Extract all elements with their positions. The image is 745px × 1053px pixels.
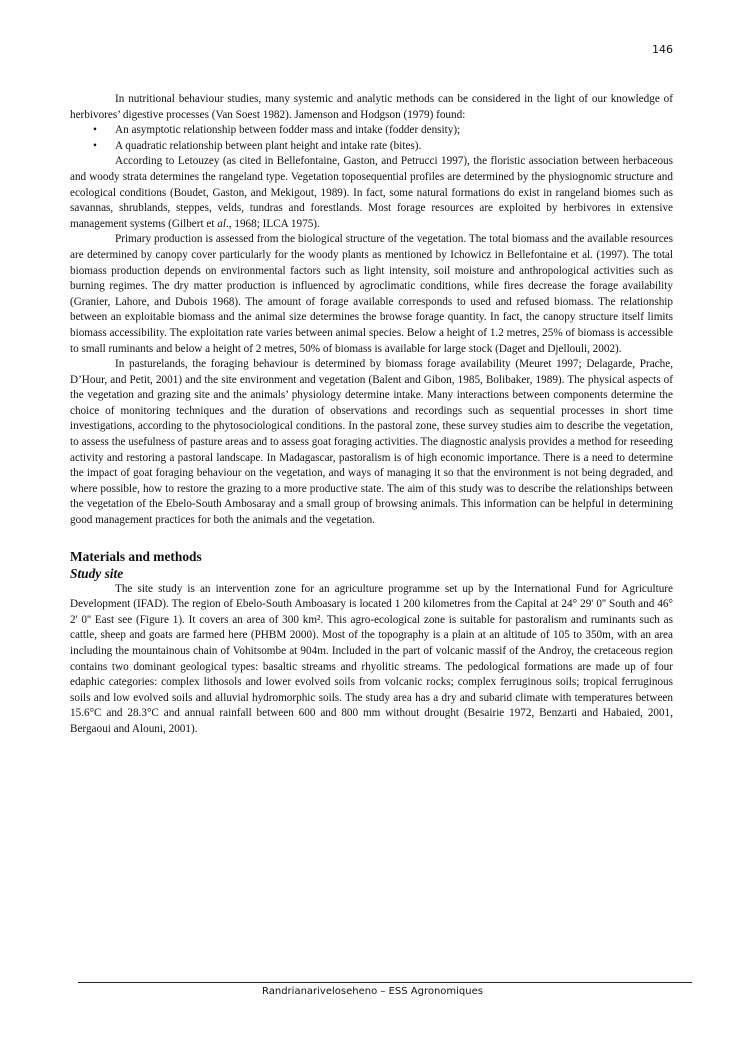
page-body: [70, 92, 673, 738]
page-number: 146: [652, 43, 673, 56]
list-item: [93, 123, 673, 139]
list-item-text: An asymptotic relationship between fodder mass and intake (fodder density);: [115, 124, 461, 137]
intro-paragraph-1: In nutritional behaviour studies, many systemic and analytic methods can be considered in the light of our knowledge of herbivores’ digestive processes (Van Soest 1982). Jamenson and Hodgson (1979) found:: [70, 93, 673, 121]
intro-paragraph-4: In pasturelands, the foraging behaviour is determined by biomass forage availability (Meuret 1997; Delagarde, Prache, D’Hour, and Petit, 2001) and the site environment and vegetation (Balent and Gibon, 1985, Bolibaker, 1989). The physical aspects of the vegetation and grazing site and the animals’ physiology determine intake. Many interactions between components determine the choice of monitoring techniques and the duration of observations and recordings such as sequential processes in short time investigations, according to the phytosociological conditions. In the pastoral zone, these survey studies aim to describe the vegetation, to assess the usefulness of pasture areas and to assess goat foraging activities. The diagnostic analysis provides a method for reseeding activity and restoring a pastoral landscape. In Madagascar, pastoralism is of high economic importance. There is a need to determine the impact of goat foraging behaviour on the vegetation, and ways of managing it so that the environment is not being degraded, and where possible, how to restore the grazing to a more productive state. The aim of this study was to describe the relationships between the vegetation of the Ebelo-South Ambosaray and a small group of browsing animals. This information can be helpful in determining good management practices for both the animals and the vegetation.: [70, 358, 673, 527]
footer-text: Randrianariveloseheno – ESS Agronomiques: [262, 986, 483, 997]
list-item-text: A quadratic relationship between plant height and intake rate (bites).: [115, 139, 422, 152]
section-heading: Materials and methods: [70, 548, 202, 564]
intro-paragraph-2: [70, 154, 673, 232]
text-run: According to Letouzey (as cited in Bellefontaine, Gaston, and Petrucci 1997), the floristic association between herbaceous and woody strata determines the rangeland type. Vegetation toposequential profiles are determined by the physiognomic structure and ecological conditions (Boudet, Gaston, and Mekigout, 1989). In fact, some natural formations do exist in rangeland biomes such as savannas, shrublands, steppes, velds, tundras and forestlands. Most forage resources are exploited by herbivores in extensive management systems (Gilbert et: [70, 155, 673, 230]
intro-paragraph-3: Primary production is assessed from the biological structure of the vegetation. The total biomass and the available resources are determined by canopy cover particularly for the woody plants as mentioned by Ichowicz in Bellefontaine et al. (1997). The total biomass production depends on environmental factors such as light intensity, soil moisture and anthropological activities such as burning regimes. The dry matter production is influenced by agroclimatic conditions, while fires decrease the forage availability (Granier, Lahore, and Dubois 1968). The amount of forage available corresponds to used and refused biomass. The relationship between an exploitable biomass and the animal size determines the browse forage quantity. In fact, the canopy structure itself limits biomass accessibility. The exploitation rate varies between animal species. Below a height of 1.2 metres, 25% of biomass is accessible to small ruminants and below a height of 2 metres, 50% of biomass is available for large stock (Daget and Djellouli, 2002).: [70, 233, 673, 355]
bullet-icon: •: [93, 124, 97, 137]
list-item: [93, 139, 673, 155]
study-site-paragraph: The site study is an intervention zone for an agriculture programme set up by the International Fund for Agriculture Development (IFAD). The region of Ebelo-South Amboasary is located 1 200 kilometres from the Capital at 24° 29' 0'' South and 46° 2' 0'' East see (Figure 1). It covers an area of 300 km². This agro-ecological zone is suitable for pastoralism and ruminants such as cattle, sheep and goats are farmed here (PHBM 2000). Most of the topography is a plain at an altitude of 105 to 350m, with an area including the mountainous chain of Vohitsombe at 904m. Included in the part of volcanic massif of the Androy, the cretaceous region contains two dominant geological types: basaltic streams and rhyolitic streams. The pedological formations are made up of four edaphic categories: complex lithosols and lower evolved soils from volcanic rocks; complex ferruginous soils; tropical ferruginous soils and low evolved soils and alluvial hydromorphic soils. The study area has a dry and subarid climate with temperatures between 15.6°C and 28.3°C and annual rainfall between 600 and 800 mm without drought (Besairie 1972, Benzarti and Habaied, 2001, Bergaoui and Alouni, 2001).: [70, 582, 673, 735]
italic-run: al: [217, 217, 226, 230]
subsection-heading: Study site: [70, 565, 124, 581]
footer-divider: [78, 982, 692, 983]
findings-list: [70, 123, 673, 154]
text-run: ., 1968; ILCA 1975).: [225, 217, 320, 230]
bullet-icon: •: [93, 139, 97, 152]
